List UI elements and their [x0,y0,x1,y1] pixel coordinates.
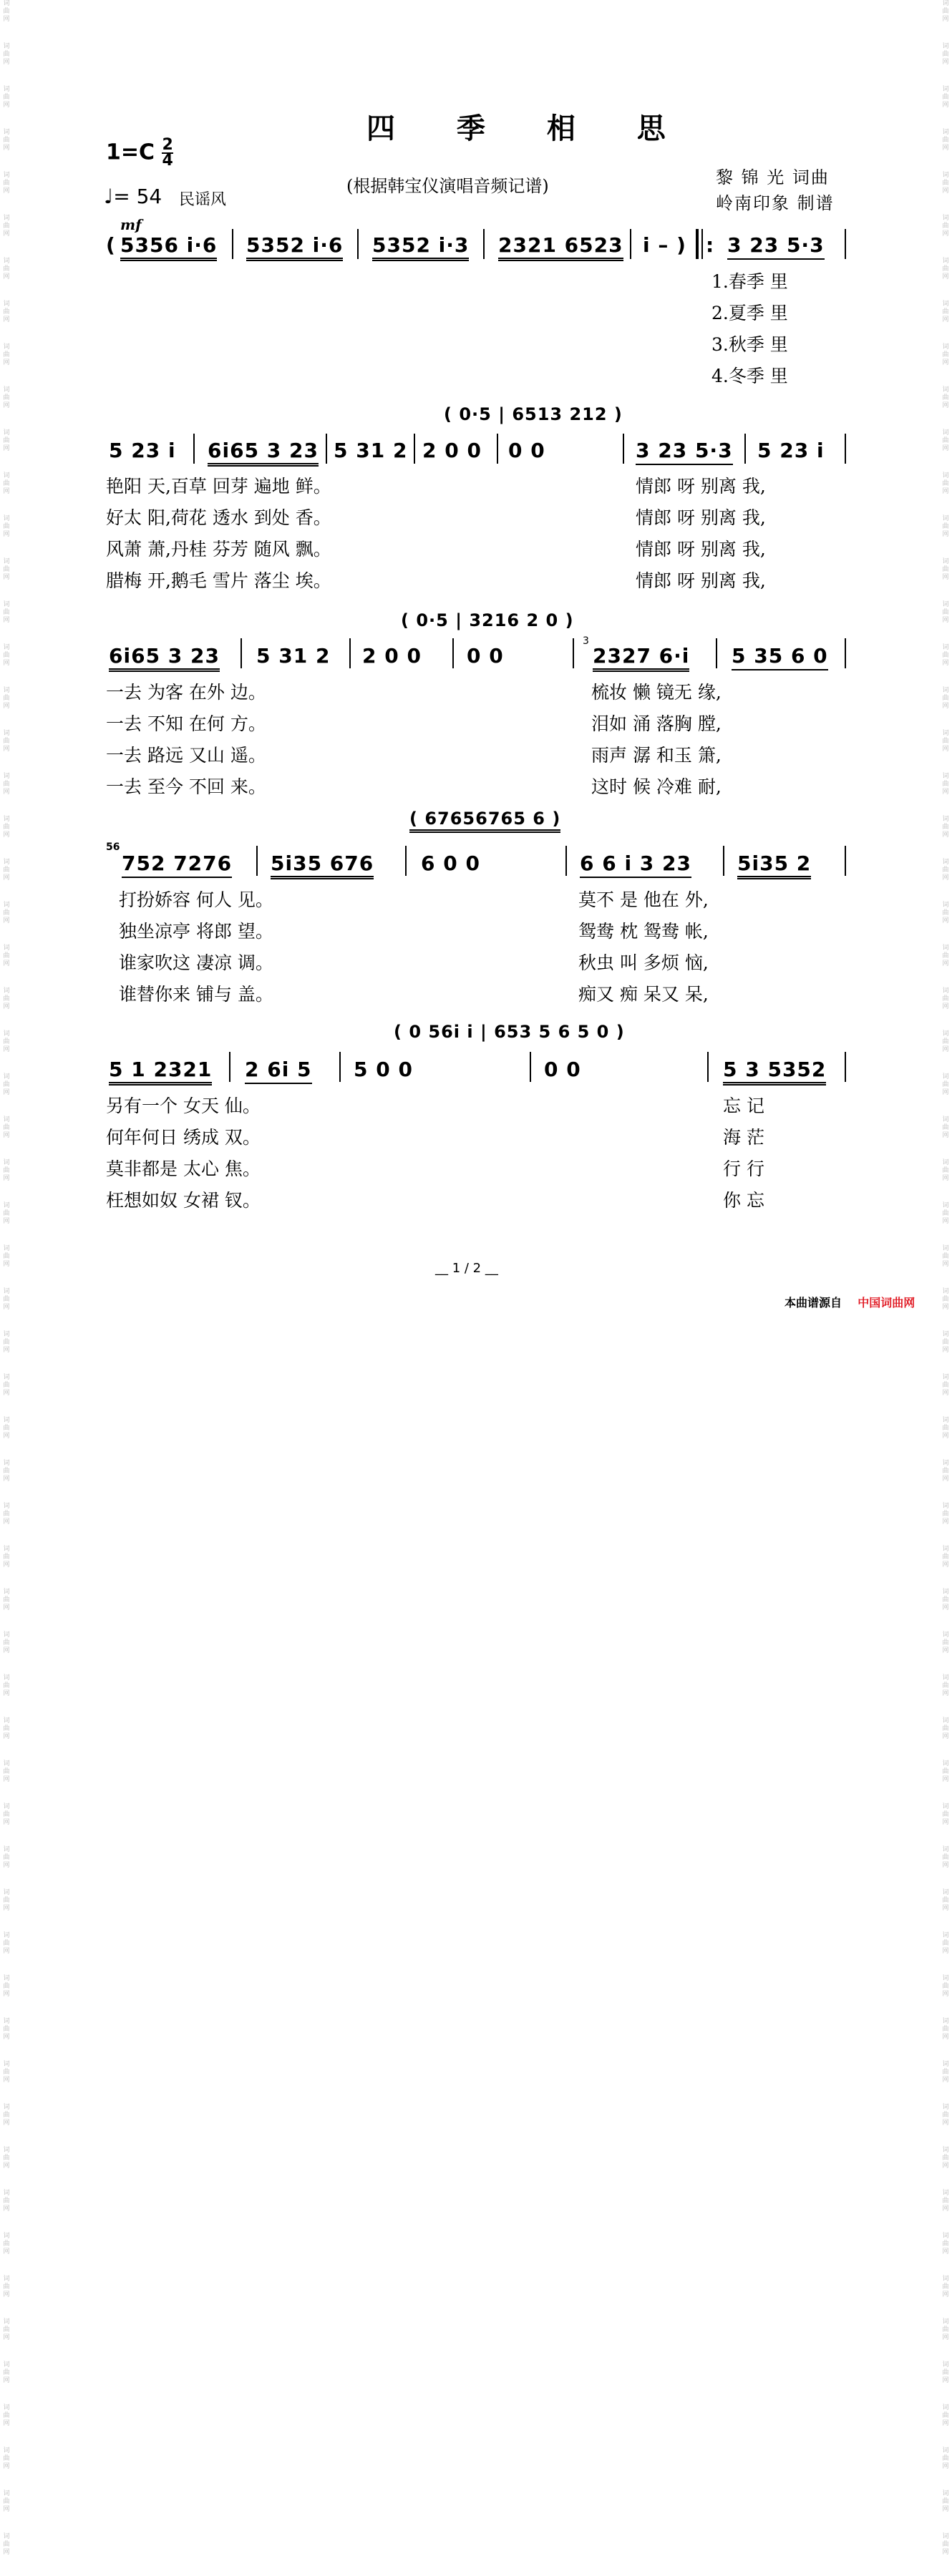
r2-lyric-right-v2: 情郎 呀 别离 我, [636,507,766,528]
dynamic-mark: mf [120,216,142,233]
r4-measure-5: 5i35 2 [737,852,811,879]
r4-lyric-right-v3: 秋虫 叫 多烦 恼, [578,952,709,973]
r3-lyric-right-v4: 这时 候 冷难 耐, [591,776,722,797]
verse-start-2: 2.夏季 里 [711,303,788,323]
source-site-link[interactable]: 中国词曲网 [858,1296,915,1309]
r3-lyric-v3: 一去 路远 又山 遥。 [106,745,266,766]
r2-lyric-v2: 好太 阳,荷花 透水 到处 香。 [106,507,331,528]
r5-measure-3: 5 0 0 [354,1058,413,1081]
barline [707,1052,709,1082]
barline [256,846,258,876]
repeat-dots: : [706,233,715,257]
barline [744,434,746,464]
r5-lyric-right-v2: 海 茫 [723,1127,764,1148]
r4-measure-3: 6 0 0 [421,852,480,875]
r4-lyric-right-v1: 莫不 是 他在 外, [578,889,709,910]
r2-lyric-right-v4: 情郎 呀 别离 我, [636,570,766,591]
barline [623,434,624,464]
barline [193,434,195,464]
r3-measure-2: 5 31 2 [256,644,331,668]
r5-interlude: ( 0 56i i | 653 5 6 5 0 ) [394,1022,625,1042]
open-paren: ( [106,233,116,257]
r5-lyric-v3: 莫非都是 太心 焦。 [106,1158,261,1179]
source-credit [785,1294,915,1310]
r2-lyric-v3: 风萧 萧,丹桂 芬芳 随风 飘。 [106,539,331,560]
r3-measure-4: 0 0 [467,644,504,668]
r2-measure-2: 6i65 3 23 [208,439,319,467]
barline [452,638,454,668]
tempo-marking: ♩= 54 [104,185,162,208]
style-marking: 民谣风 [179,191,227,209]
page-number: __ 1 / 2 __ [435,1261,498,1276]
barline [845,846,846,876]
r5-measure-2: 2 6i 5 [245,1058,312,1084]
subtitle: (根据韩宝仪演唱音频记谱) [346,176,549,196]
r5-lyric-right-v1: 忘 记 [723,1096,764,1116]
r5-lyric-right-v3: 行 行 [723,1158,764,1179]
r4-measure-4: 6 6 i 3 23 [580,852,691,878]
r5-measure-5: 5 3 5352 [723,1058,826,1085]
barline [229,1052,230,1082]
r3-lyric-right-v1: 梳妆 懒 镜无 缘, [591,682,722,703]
r1-measure-3: 5352 i·3 [372,233,469,261]
r4-lyric-right-v2: 鸳鸯 枕 鸳鸯 帐, [578,921,709,942]
barline [497,434,498,464]
r1-measure-5: i – ) [643,233,686,257]
barline [232,229,233,259]
r3-lyric-v1: 一去 为客 在外 边。 [106,682,266,703]
r4-lyric-v4: 谁替你来 铺与 盖。 [119,984,273,1005]
r3-lyric-right-v3: 雨声 潺 和玉 箫, [591,745,722,766]
r4-lyric-right-v4: 痴又 痴 呆又 呆, [578,984,709,1005]
r3-measure-1: 6i65 3 23 [109,644,220,672]
time-signature: $\frac{2}{4}$ [162,136,173,170]
repeat-barline [696,229,699,259]
r5-lyric-v4: 枉想如奴 女裙 钗。 [106,1190,261,1211]
barline [405,846,407,876]
source-prefix: 本曲谱源自 [785,1296,842,1309]
r3-measure-5: 2327 6·i [593,644,689,672]
r5-lyric-right-v4: 你 忘 [723,1190,764,1211]
r4-lyric-v1: 打扮娇容 何人 见。 [119,889,273,910]
r3-measure-3: 2 0 0 [362,644,422,668]
barline [845,638,846,668]
barline [483,229,485,259]
r2-lyric-v1: 艳阳 天,百草 回芽 遍地 鲜。 [106,476,331,497]
barline [326,434,327,464]
barline [530,1052,531,1082]
barline [845,1052,846,1082]
verse-start-1: 1.春季 里 [711,271,788,292]
r4-measure-2: 5i35 676 [271,852,374,879]
r5-measure-4: 0 0 [544,1058,581,1081]
barline [357,229,359,259]
verse-start-4: 4.冬季 里 [711,366,788,386]
r2-lyric-right-v3: 情郎 呀 别离 我, [636,539,766,560]
r2-measure-5: 0 0 [508,439,545,462]
r2-measure-4: 2 0 0 [422,439,482,462]
arranger-credit: 岭南印象 制谱 [716,193,835,213]
barline [241,638,242,668]
key-signature: 1=C $\frac{2}{4}$ [106,136,173,170]
r3-lyric-v2: 一去 不知 在何 方。 [106,713,266,734]
r2-interlude: ( 0·5 | 6513 212 ) [444,404,623,424]
r3-grace-note: 3 [583,635,589,647]
left-watermark: 词 曲 网 词 曲 网 词 曲 网 词 曲 网 词 曲 网 词 曲 网 词 曲 网 词 曲 网 词 曲 网 词 曲 网 词 曲 网 词 曲 网 词 曲 网 词 曲 网 词 曲 网 词 曲 网 词 曲 网 词 曲 网 词 曲 网 词 曲 网 词 曲 网 词 曲 网 词 曲 网 词 曲 网 词 曲 网 词 曲 网 词 曲 网 词 曲 网 词 曲 网 词 曲 网 词 曲 网 词 曲 网 词 曲 网 词 曲 网 词 曲 网 词 曲 网 词 曲 网 词 曲 网 词 曲 网 词 曲 网 词 曲 网 词 曲 网 词 曲 网 词 曲 网 词 曲 网 词 曲 网 词 曲 网 词 曲 网 词 曲 网 词 曲 网 词 曲 网 词 曲 网 词 曲 网 词 曲 网 词 曲 网 词 曲 网 词 曲 网 词 曲 网 词 曲 网 词 曲 网 [3,0,10,2556]
r3-measure-6: 5 35 6 0 [732,644,828,670]
r3-interlude: ( 0·5 | 3216 2 0 ) [401,610,574,630]
barline [845,229,846,259]
r4-interlude: ( 67656765 6 ) [409,809,560,833]
r4-lyric-v2: 独坐凉亭 将郎 望。 [119,921,273,942]
r2-measure-3: 5 31 2 [334,439,408,462]
r4-grace-note: 56 [106,841,120,853]
barline [565,846,567,876]
r5-measure-1: 5 1 2321 [109,1058,212,1085]
r2-measure-6: 3 23 5·3 [636,439,733,465]
barline [339,1052,341,1082]
barline [630,229,631,259]
r1-measure-6: 3 23 5·3 [727,233,825,260]
r4-lyric-v3: 谁家吹这 凄凉 调。 [119,952,273,973]
r5-lyric-v1: 另有一个 女天 仙。 [106,1096,261,1116]
r1-measure-4: 2321 6523 [498,233,623,261]
r2-measure-7: 5 23 i [757,439,825,462]
r1-measure-1: 5356 i·6 [120,233,217,261]
r1-measure-2: 5352 i·6 [246,233,343,261]
r3-lyric-right-v2: 泪如 涌 落胸 膛, [591,713,722,734]
barline [573,638,574,668]
barline [723,846,724,876]
r2-lyric-right-v1: 情郎 呀 别离 我, [636,476,766,497]
barline [349,638,351,668]
repeat-barline [701,229,703,259]
lyricist-credit: 黎 锦 光 词曲 [716,167,830,187]
right-watermark: 词 曲 网 词 曲 网 词 曲 网 词 曲 网 词 曲 网 词 曲 网 词 曲 网 词 曲 网 词 曲 网 词 曲 网 词 曲 网 词 曲 网 词 曲 网 词 曲 网 词 曲 网 词 曲 网 词 曲 网 词 曲 网 词 曲 网 词 曲 网 词 曲 网 词 曲 网 词 曲 网 词 曲 网 词 曲 网 词 曲 网 词 曲 网 词 曲 网 词 曲 网 词 曲 网 词 曲 网 词 曲 网 词 曲 网 词 曲 网 词 曲 网 词 曲 网 词 曲 网 词 曲 网 词 曲 网 词 曲 网 词 曲 网 词 曲 网 词 曲 网 词 曲 网 词 曲 网 词 曲 网 词 曲 网 词 曲 网 词 曲 网 词 曲 网 词 曲 网 词 曲 网 词 曲 网 词 曲 网 词 曲 网 词 曲 网 词 曲 网 词 曲 网 词 曲 网 词 曲 网 [942,0,949,2556]
barline [716,638,717,668]
r2-measure-1: 5 23 i [109,439,176,462]
r2-lyric-v4: 腊梅 开,鹅毛 雪片 落尘 埃。 [106,570,331,591]
song-title: 四 季 相 思 [366,112,691,145]
verse-start-3: 3.秋季 里 [711,334,788,355]
r5-lyric-v2: 何年何日 绣成 双。 [106,1127,261,1148]
r4-measure-1: 752 7276 [122,852,232,878]
r3-lyric-v4: 一去 至今 不回 来。 [106,776,266,797]
barline [845,434,846,464]
barline [414,434,415,464]
